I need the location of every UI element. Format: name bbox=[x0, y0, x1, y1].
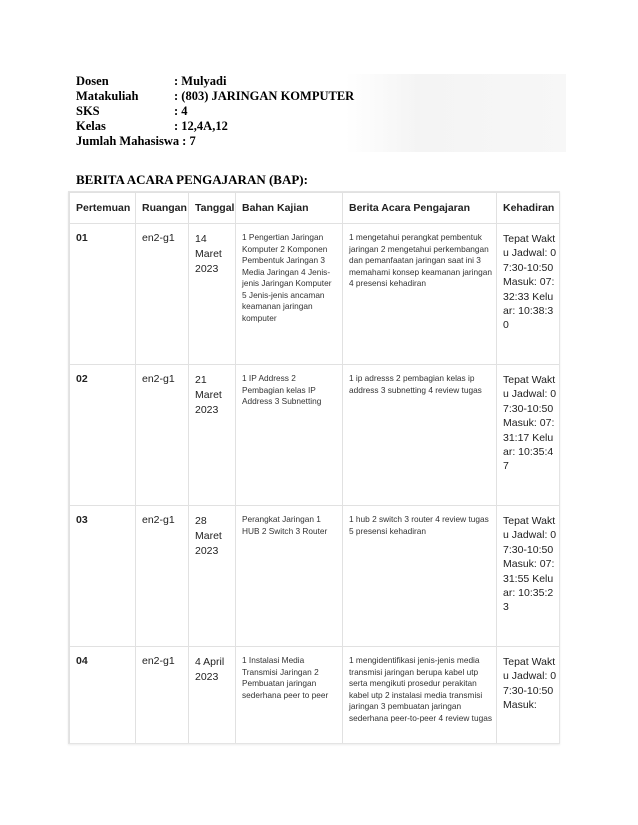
header-berita-acara: Berita Acara Pengajaran bbox=[343, 193, 497, 224]
course-info bbox=[76, 74, 354, 149]
cell-berita-acara: 1 mengidentifikasi jenis-jenis media transmisi jaringan berupa kabel utp serta mengikuti prosedur perakitan kabel utp 2 instalasi media transmisi jaringan 3 pembuatan jaringan sederhana peer-to-peer 4 review tugas bbox=[343, 647, 497, 745]
cell-pertemuan: 02 bbox=[70, 365, 136, 506]
info-value: : Mulyadi bbox=[174, 74, 227, 88]
cell-bahan-kajian: 1 Pengertian Jaringan Komputer 2 Komponen Pembentuk Jaringan 3 Media Jaringan 4 Jenis-jenis Jaringan Komputer 5 Jenis-jenis ancaman keamanan jaringan komputer bbox=[236, 224, 343, 365]
cell-ruangan: en2-g1 bbox=[136, 506, 189, 647]
cell-pertemuan: 03 bbox=[70, 506, 136, 647]
info-jumlah-mahasiswa bbox=[76, 134, 354, 149]
cell-berita-acara: 1 mengetahui perangkat pembentuk jaringan 2 mengetahui perkembangan dan pemanfaatan jaringan saat ini 3 memahami konsep keamanan jaringan 4 presensi kehadiran bbox=[343, 224, 497, 365]
cell-pertemuan: 04 bbox=[70, 647, 136, 745]
header-pertemuan: Pertemuan bbox=[70, 193, 136, 224]
info-label: Jumlah Mahasiswa bbox=[76, 134, 180, 148]
info-label: Kelas bbox=[76, 119, 106, 133]
cell-bahan-kajian: Perangkat Jaringan 1 HUB 2 Switch 3 Router bbox=[236, 506, 343, 647]
cell-ruangan: en2-g1 bbox=[136, 647, 189, 745]
info-value: : (803) JARINGAN KOMPUTER bbox=[174, 89, 355, 103]
info-label: Dosen bbox=[76, 74, 109, 88]
cell-kehadiran: Tepat Waktu Jadwal: 07:30-10:50 Masuk: 07:31:17 Keluar: 10:35:47 bbox=[497, 365, 560, 506]
bap-table bbox=[69, 192, 560, 744]
info-kelas bbox=[76, 119, 354, 134]
cell-tanggal: 4 April 2023 bbox=[189, 647, 236, 745]
info-value: : 4 bbox=[174, 104, 188, 118]
info-label: Matakuliah bbox=[76, 89, 139, 103]
header-ruangan: Ruangan bbox=[136, 193, 189, 224]
bap-table-container[interactable] bbox=[68, 191, 560, 744]
info-value: : 7 bbox=[182, 134, 196, 148]
cell-berita-acara: 1 ip adresss 2 pembagian kelas ip address 3 subnetting 4 review tugas bbox=[343, 365, 497, 506]
cell-ruangan: en2-g1 bbox=[136, 365, 189, 506]
header-kehadiran: Kehadiran bbox=[497, 193, 560, 224]
table-row bbox=[70, 224, 560, 365]
cell-tanggal: 21 Maret 2023 bbox=[189, 365, 236, 506]
cell-bahan-kajian: 1 Instalasi Media Transmisi Jaringan 2 Pembuatan jaringan sederhana peer to peer bbox=[236, 647, 343, 745]
cell-pertemuan: 01 bbox=[70, 224, 136, 365]
table-row bbox=[70, 647, 560, 745]
info-label: SKS bbox=[76, 104, 100, 118]
header-tanggal: Tanggal bbox=[189, 193, 236, 224]
info-value: : 12,4A,12 bbox=[174, 119, 228, 133]
cell-tanggal: 14 Maret 2023 bbox=[189, 224, 236, 365]
cell-bahan-kajian: 1 IP Address 2 Pembagian kelas IP Address 3 Subnetting bbox=[236, 365, 343, 506]
header-bahan-kajian: Bahan Kajian bbox=[236, 193, 343, 224]
cell-tanggal: 28 Maret 2023 bbox=[189, 506, 236, 647]
table-row bbox=[70, 365, 560, 506]
section-title: BERITA ACARA PENGAJARAN (BAP): bbox=[76, 172, 308, 187]
cell-ruangan: en2-g1 bbox=[136, 224, 189, 365]
info-matakuliah bbox=[76, 89, 354, 104]
cell-kehadiran: Tepat Waktu Jadwal: 07:30-10:50 Masuk: 07:32:33 Keluar: 10:38:30 bbox=[497, 224, 560, 365]
cell-kehadiran: Tepat Waktu Jadwal: 07:30-10:50 Masuk: bbox=[497, 647, 560, 745]
cell-kehadiran: Tepat Waktu Jadwal: 07:30-10:50 Masuk: 07:31:55 Keluar: 10:35:23 bbox=[497, 506, 560, 647]
table-header-row bbox=[70, 193, 560, 224]
table-row bbox=[70, 506, 560, 647]
cell-berita-acara: 1 hub 2 switch 3 router 4 review tugas 5 presensi kehadiran bbox=[343, 506, 497, 647]
info-sks bbox=[76, 104, 354, 119]
info-dosen bbox=[76, 74, 354, 89]
